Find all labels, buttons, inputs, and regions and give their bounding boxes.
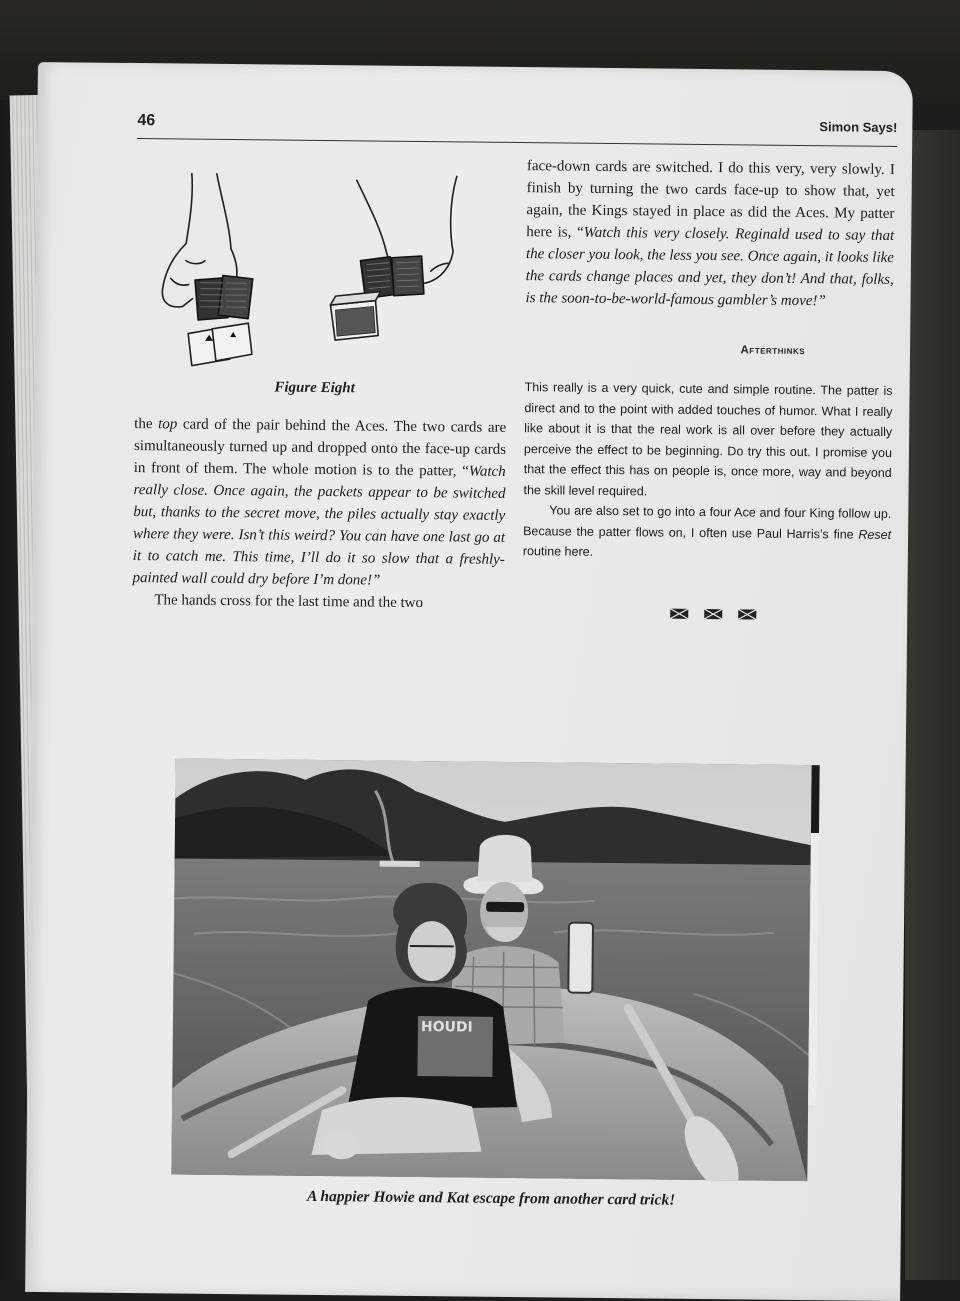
right-paragraph-3: You are also set to go into a four Ace and four King follow up. Because the patter flows on, I often use Paul Harris’s fine Reset routine here. <box>522 503 892 559</box>
page-number: 46 <box>137 112 156 130</box>
right-column-text <box>525 155 895 313</box>
right-column-afterthinks <box>523 377 893 565</box>
book-page <box>25 62 913 1301</box>
book-title: Simon Says! <box>819 119 898 136</box>
left-hand-drawing <box>162 173 194 307</box>
face-up-ace-2 <box>212 323 252 361</box>
figure-eight-illustration <box>130 168 502 382</box>
right-paragraph-2: This really is a very quick, cute and simple routine. The patter is direct and to the point with added touches of humor. What I really like about it is that the real work is all over before they actually perceive the effect to be beginning. Do try this out. I promise you that the effect this has on people is, once more, way and beyond the skill level required. <box>523 380 893 498</box>
photo-outboard-motor <box>568 923 593 993</box>
left-card-back-2 <box>218 275 252 318</box>
section-end-ornament <box>662 607 762 622</box>
photo-caption: A happier Howie and Kat escape from another card trick! <box>306 1187 676 1209</box>
photo-shirt-text: HOUDI <box>420 1019 473 1036</box>
figure-caption: Figure Eight <box>274 379 355 397</box>
section-heading: Afterthinks <box>740 344 806 358</box>
facing-page-edge <box>905 130 960 1280</box>
left-column-text <box>132 413 506 615</box>
left-paragraph-2: The hands cross for the last time and the two <box>154 592 424 612</box>
left-paragraph-1: the top card of the pair behind the Aces. The two cards are simultaneously turned up and dropped onto the face-up cards in front of them. The whole motion is to the patter, “Watch really close. Once again, the packets appear to be switched but, thanks to the secret move, the piles actually stay exactly where they were. Isn’t this weird? You can have one last go at it to catch me. This time, I’ll do it so slow that a freshly-painted wall could dry before I’m done!” <box>132 416 507 589</box>
boat-photograph <box>171 758 811 1181</box>
right-paragraph-1: face-down cards are switched. I do this very, very slowly. I finish by turning the two cards face-up to show that, yet again, the Kings stayed in place as did the Aces. My patter here is, “Watch this very closely. Reginald used to say that the closer you look, the less you see. Once again, it looks like the cards change places and yet, they don’t! And that, folks, is the soon-to-be-world-famous gambler’s move!” <box>525 158 895 310</box>
running-head <box>137 112 897 147</box>
